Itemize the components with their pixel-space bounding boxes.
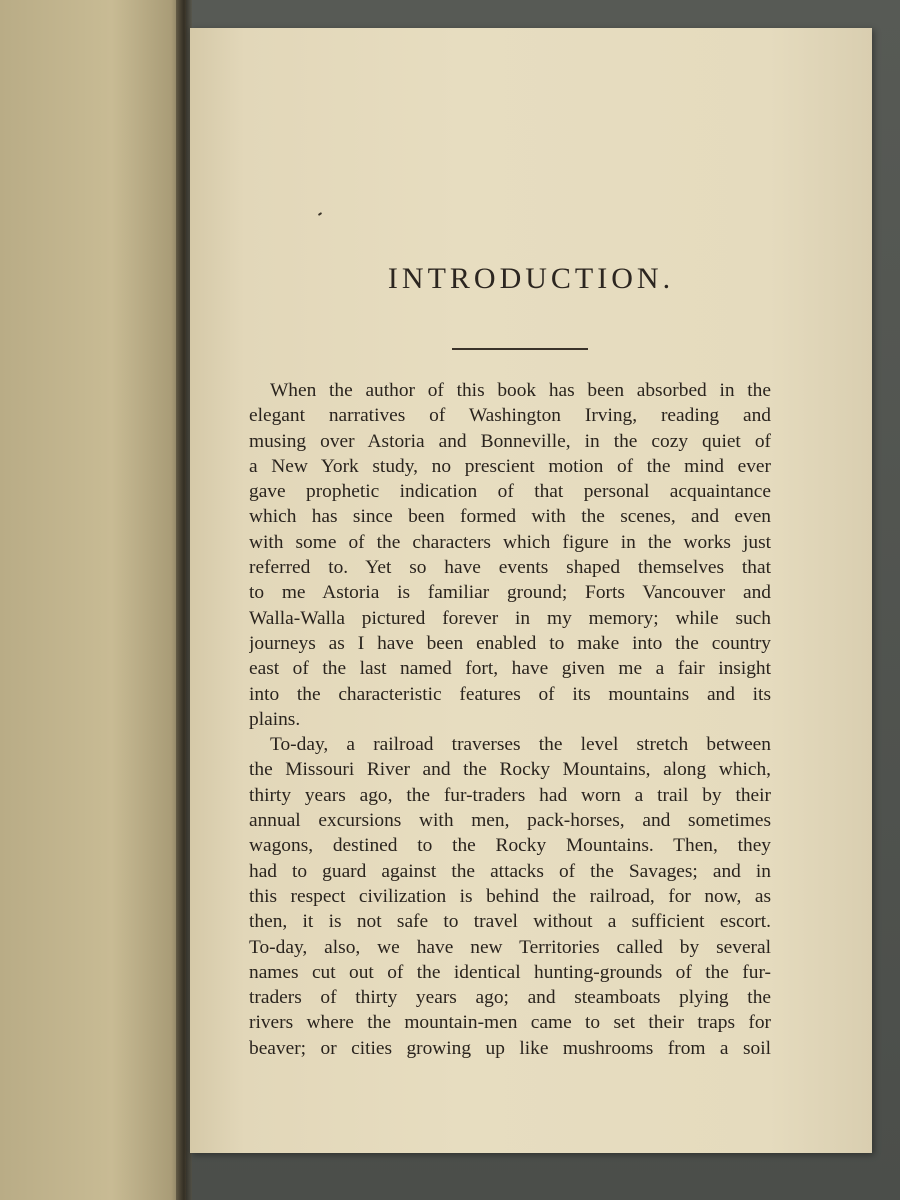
text-line: with some of the characters which figure in the works just	[249, 531, 771, 553]
text-line: to me Astoria is familiar ground; Forts Vancouver and	[249, 582, 771, 604]
text-line: When the author of this book has been absorbed in the	[270, 380, 771, 401]
left-page-edge	[0, 0, 186, 1200]
text-line: Walla-Walla pictured forever in my memory; while such	[249, 607, 771, 629]
text-line: the Missouri River and the Rocky Mountains, along which,	[249, 759, 771, 781]
page-heading: INTRODUCTION.	[387, 262, 675, 295]
text-line: To-day, a railroad traverses the level stretch between	[270, 734, 771, 756]
text-line: had to guard against the attacks of the Savages; and in	[249, 860, 771, 882]
text-line: thirty years ago, the fur-traders had worn a trail by their	[249, 784, 771, 806]
text-line: east of the last named fort, have given me a fair insight	[249, 658, 771, 680]
text-line: plains.	[249, 708, 301, 730]
paper-fleck	[318, 212, 322, 216]
text-line: beaver; or cities growing up like mushrooms from a soil	[249, 1037, 771, 1059]
text-line: wagons, destined to the Rocky Mountains. Then, they	[249, 835, 771, 857]
body-text	[249, 378, 771, 1061]
text-line: gave prophetic indication of that personal acquaintance	[249, 481, 771, 503]
text-line: referred to. Yet so have events shaped themselves that	[249, 557, 771, 579]
text-line: musing over Astoria and Bonneville, in the cozy quiet of	[249, 430, 771, 452]
text-line: journeys as I have been enabled to make into the country	[249, 632, 771, 654]
text-line: into the characteristic features of its mountains and its	[249, 683, 771, 705]
text-line: this respect civilization is behind the railroad, for now, as	[249, 885, 771, 907]
text-line: elegant narratives of Washington Irving, reading and	[249, 405, 771, 427]
text-line: then, it is not safe to travel without a sufficient escort.	[249, 911, 771, 933]
text-line: a New York study, no prescient motion of the mind ever	[249, 455, 771, 477]
text-line: traders of thirty years ago; and steamboats plying the	[249, 987, 771, 1009]
text-line: rivers where the mountain-men came to set their traps for	[249, 1012, 771, 1034]
heading-rule	[452, 348, 588, 350]
text-line: names cut out of the identical hunting-grounds of the fur-	[249, 961, 771, 983]
text-line: annual excursions with men, pack-horses, and sometimes	[249, 810, 771, 832]
book-page	[190, 28, 872, 1153]
text-line: which has since been formed with the scenes, and even	[249, 506, 771, 528]
text-line: To-day, also, we have new Territories called by several	[249, 936, 771, 958]
